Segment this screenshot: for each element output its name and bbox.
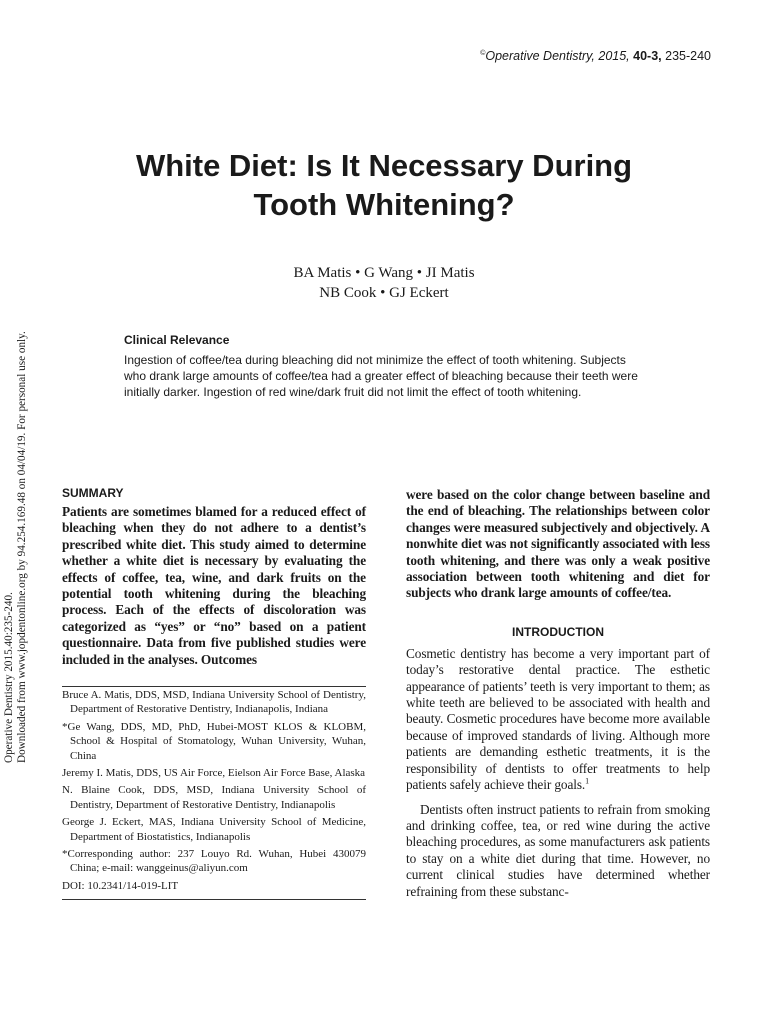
footnote-rule	[62, 899, 366, 900]
author-line-1: BA Matis • G Wang • JI Matis	[293, 265, 475, 281]
download-notice	[3, 263, 28, 763]
right-column	[406, 487, 710, 900]
doi: DOI: 10.2341/14-019-LIT	[62, 879, 179, 892]
clinical-relevance-text: Ingestion of coffee/tea during bleaching did not minimize the effect of tooth whitening. Subjects who drank large amounts of coffee/tea had a greater effect of bleaching because their teeth were initially darker. Ingestion of red wine/dark fruit did not limit the effect of tooth whitening.	[124, 353, 638, 399]
journal-name: Operative Dentistry, 2015,	[485, 49, 634, 63]
introduction-paragraph-1	[406, 646, 710, 794]
download-notice-line-2: Downloaded from www.jopdentonline.org by 94.254.169.48 on 04/04/19. For personal use only.	[16, 331, 28, 763]
affiliation-item: *Ge Wang, DDS, MD, PhD, Hubei-MOST KLOS & KLOBM, School & Hospital of Stomatology, Wuhan University, Wuhan, China	[62, 720, 366, 762]
journal-pages: 235-240	[661, 49, 711, 63]
introduction-paragraph-2: Dentists often instruct patients to refrain from smoking and drinking coffee, tea, or red wine during the active bleaching procedures, as some manufacturers ask patients to stay on a white diet during that time. However, no current clinical studies have determined whether refraining from these substanc-	[406, 801, 710, 899]
clinical-relevance-heading: Clinical Relevance	[124, 333, 230, 347]
introduction-heading: INTRODUCTION	[512, 624, 604, 639]
left-column	[62, 485, 366, 668]
article-title-line-1: White Diet: Is It Necessary During	[135, 148, 633, 183]
affiliation-item: N. Blaine Cook, DDS, MSD, Indiana University School of Dentistry, Department of Restorative Dentistry, Indianapolis	[62, 784, 366, 811]
summary-text: Patients are sometimes blamed for a reduced effect of bleaching when they do not adhere to a dentist’s prescribed white diet. This study aimed to determine whether a white diet is necessary by evaluating the effects of coffee, tea, wine, and dark fruits on the potential tooth whitening during the bleaching process. Each of the effects of discoloration was categorized as “yes” or “no” based on a patient questionnaire. Data from five published studies were included in the analyses. Outcomes	[62, 504, 366, 667]
reference-marker: 1	[585, 776, 590, 786]
author-affiliations	[62, 686, 366, 900]
affiliation-item: Bruce A. Matis, DDS, MSD, Indiana University School of Dentistry, Department of Restorative Dentistry, Indianapolis, Indiana	[62, 689, 366, 716]
affiliation-item: Jeremy I. Matis, DDS, US Air Force, Eielson Air Force Base, Alaska	[62, 767, 366, 780]
copyright-symbol: ©	[480, 49, 486, 57]
corresponding-author: *Corresponding author: 237 Louyo Rd. Wuhan, Hubei 430079 China; e-mail: wanggeinus@aliyun.com	[62, 848, 366, 875]
clinical-relevance-box	[124, 333, 650, 400]
article-title-line-2: Tooth Whitening?	[253, 187, 515, 222]
author-line-2: NB Cook • GJ Eckert	[319, 285, 449, 301]
affiliation-item: George J. Eckert, MAS, Indiana University School of Medicine, Department of Biostatistics, Indianapolis	[62, 816, 366, 843]
journal-volume: 40-3,	[633, 49, 662, 63]
summary-heading: SUMMARY	[62, 486, 124, 500]
author-list	[0, 263, 768, 303]
article-title	[0, 146, 768, 224]
introduction-paragraph-1-text: Cosmetic dentistry has become a very important part of today’s restorative dental practice. The esthetic appearance of patients’ teeth is very important to them; as white teeth are believed to be associated with health and beauty. Cosmetic procedures have become more available because of improved standards of living. Although more patients are demanding esthetic treatments, it is the responsibility of dentists to offer treatments to help patients safely achieve their goals.	[406, 645, 710, 793]
download-notice-line-1: Operative Dentistry 2015.40:235-240.	[3, 592, 15, 763]
journal-citation	[480, 49, 711, 63]
summary-continuation: were based on the color change between baseline and the end of bleaching. The relationships between color changes were measured subjectively and objectively. A nonwhite diet was not significantly associated with less tooth whitening, and there was only a weak positive association between tooth whitening and diet for subjects who drank large amounts of coffee/tea.	[406, 487, 710, 601]
